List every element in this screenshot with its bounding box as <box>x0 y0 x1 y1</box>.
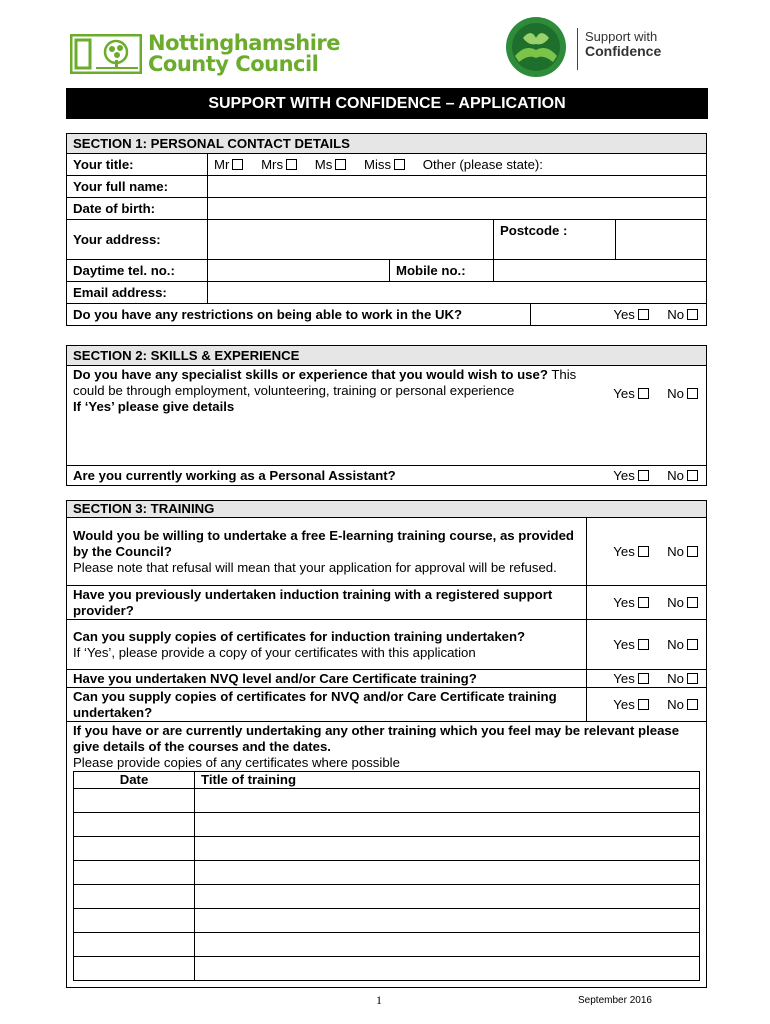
column-header-date: Date <box>74 772 195 789</box>
training-title-cell[interactable] <box>195 789 700 813</box>
column-header-title: Title of training <box>195 772 700 789</box>
pa-answer: Yes No <box>587 466 707 486</box>
checkbox[interactable] <box>394 159 405 170</box>
training-row <box>74 885 700 909</box>
title-option-miss[interactable]: Miss <box>364 157 405 172</box>
section1-table <box>66 133 707 326</box>
yes-checkbox[interactable] <box>638 673 649 684</box>
full-name-label: Your full name: <box>67 176 208 198</box>
training-row <box>74 933 700 957</box>
training-title-cell[interactable] <box>195 885 700 909</box>
postcode-label: Postcode : <box>494 220 616 260</box>
other-training-note: Please provide copies of any certificates where possible <box>73 755 400 770</box>
partner-name-line2: Confidence <box>585 43 662 59</box>
training-title-cell[interactable] <box>195 813 700 837</box>
title-label: Your title: <box>67 154 208 176</box>
form-title: SUPPORT WITH CONFIDENCE – APPLICATION <box>66 88 708 119</box>
dob-field[interactable] <box>208 198 707 220</box>
training-row <box>74 813 700 837</box>
no-checkbox[interactable] <box>687 309 698 320</box>
mobile-label: Mobile no.: <box>390 260 494 282</box>
section2-heading: SECTION 2: SKILLS & EXPERIENCE <box>67 346 707 366</box>
training-row <box>74 861 700 885</box>
nvq-certificates-answer: Yes No <box>587 688 707 722</box>
email-field[interactable] <box>208 282 707 304</box>
skills-answer: Yes No <box>587 366 707 466</box>
training-date-cell[interactable] <box>74 957 195 981</box>
elearning-note: Please note that refusal will mean that your application for approval will be refused. <box>73 559 557 575</box>
yes-checkbox[interactable] <box>638 470 649 481</box>
address-label: Your address: <box>67 220 208 260</box>
nvq-certificates-question: Can you supply copies of certificates for NVQ and/or Care Certificate training undertaken? <box>67 688 587 722</box>
induction-certificates-note: If ‘Yes’, please provide a copy of your certificates with this application <box>73 644 476 660</box>
yes-checkbox[interactable] <box>638 309 649 320</box>
training-row <box>74 957 700 981</box>
no-checkbox[interactable] <box>687 639 698 650</box>
address-field[interactable] <box>208 220 494 260</box>
checkbox[interactable] <box>286 159 297 170</box>
no-checkbox[interactable] <box>687 546 698 557</box>
postcode-field[interactable] <box>616 220 707 260</box>
skills-question-text: Do you have any specialist skills or experience that you would wish to use? <box>73 367 548 382</box>
nvq-question: Have you undertaken NVQ level and/or Care Certificate training? <box>67 670 587 688</box>
title-options <box>208 154 707 176</box>
induction-question: Have you previously undertaken induction training with a registered support provider? <box>67 586 587 620</box>
page-number: 1 <box>376 993 382 1007</box>
skills-question-note: This could be through employment, volunteering, training or personal experience <box>73 367 577 398</box>
training-date-cell[interactable] <box>74 909 195 933</box>
training-rows <box>74 789 700 981</box>
full-name-field[interactable] <box>208 176 707 198</box>
pa-question: Are you currently working as a Personal Assistant? <box>67 466 587 486</box>
no-checkbox[interactable] <box>687 699 698 710</box>
daytime-tel-field[interactable] <box>208 260 390 282</box>
mobile-field[interactable] <box>494 260 707 282</box>
training-row <box>74 837 700 861</box>
other-training-question: If you have or are currently undertaking any other training which you feel may be relevant please give details of the courses and the dates. <box>73 723 680 754</box>
email-label: Email address: <box>67 282 208 304</box>
no-checkbox[interactable] <box>687 470 698 481</box>
section2-table <box>66 345 707 486</box>
yes-checkbox[interactable] <box>638 546 649 557</box>
training-title-cell[interactable] <box>195 933 700 957</box>
elearning-question-text: Would you be willing to undertake a free E-learning training course, as provided by the Council? <box>73 527 574 559</box>
training-date-cell[interactable] <box>74 813 195 837</box>
hands-globe-icon <box>505 16 567 78</box>
council-name <box>148 33 340 75</box>
training-title-cell[interactable] <box>195 861 700 885</box>
yes-checkbox[interactable] <box>638 639 649 650</box>
no-checkbox[interactable] <box>687 673 698 684</box>
work-restrictions-answer: Yes No <box>531 304 707 326</box>
title-option-mrs[interactable]: Mrs <box>261 157 297 172</box>
daytime-tel-label: Daytime tel. no.: <box>67 260 208 282</box>
training-row <box>74 789 700 813</box>
section3-heading: SECTION 3: TRAINING <box>67 501 707 518</box>
section1-heading: SECTION 1: PERSONAL CONTACT DETAILS <box>67 134 707 154</box>
no-checkbox[interactable] <box>687 597 698 608</box>
council-name-line1: Nottinghamshire <box>148 31 341 55</box>
training-title-cell[interactable] <box>195 957 700 981</box>
partner-name <box>585 30 661 58</box>
work-restrictions-question: Do you have any restrictions on being able to work in the UK? <box>67 304 531 326</box>
council-name-line2: County Council <box>148 52 319 76</box>
yes-checkbox[interactable] <box>638 597 649 608</box>
yes-checkbox[interactable] <box>638 388 649 399</box>
training-row <box>74 909 700 933</box>
footer-date: September 2016 <box>578 995 652 1006</box>
training-title-cell[interactable] <box>195 909 700 933</box>
training-date-cell[interactable] <box>74 861 195 885</box>
no-checkbox[interactable] <box>687 388 698 399</box>
dob-label: Date of birth: <box>67 198 208 220</box>
logo-divider <box>577 28 578 70</box>
training-date-cell[interactable] <box>74 789 195 813</box>
training-table <box>73 771 700 981</box>
title-option-ms[interactable]: Ms <box>315 157 347 172</box>
training-date-cell[interactable] <box>74 837 195 861</box>
title-option-mr[interactable]: Mr <box>214 157 243 172</box>
council-logo <box>70 30 340 76</box>
induction-certificates-text: Can you supply copies of certificates for induction training undertaken? <box>73 628 526 644</box>
other-training-block <box>67 722 707 988</box>
title-other-label: Other (please state): <box>422 156 543 172</box>
elearning-question <box>67 518 587 586</box>
training-date-cell[interactable] <box>74 885 195 909</box>
induction-answer: Yes No <box>587 586 707 620</box>
checkbox[interactable] <box>232 159 243 170</box>
council-emblem-icon <box>70 34 142 74</box>
section3-table <box>66 500 707 988</box>
training-title-cell[interactable] <box>195 837 700 861</box>
checkbox[interactable] <box>335 159 346 170</box>
induction-certificates-answer: Yes No <box>587 620 707 670</box>
yes-checkbox[interactable] <box>638 699 649 710</box>
skills-question <box>67 366 587 466</box>
nvq-answer: Yes No <box>587 670 707 688</box>
skills-details-prompt: If ‘Yes’ please give details <box>73 399 235 414</box>
induction-certificates-question <box>67 620 587 670</box>
training-date-cell[interactable] <box>74 933 195 957</box>
partner-name-line1: Support with <box>585 29 658 44</box>
elearning-answer: Yes No <box>587 518 707 586</box>
support-with-confidence-logo <box>505 16 675 76</box>
